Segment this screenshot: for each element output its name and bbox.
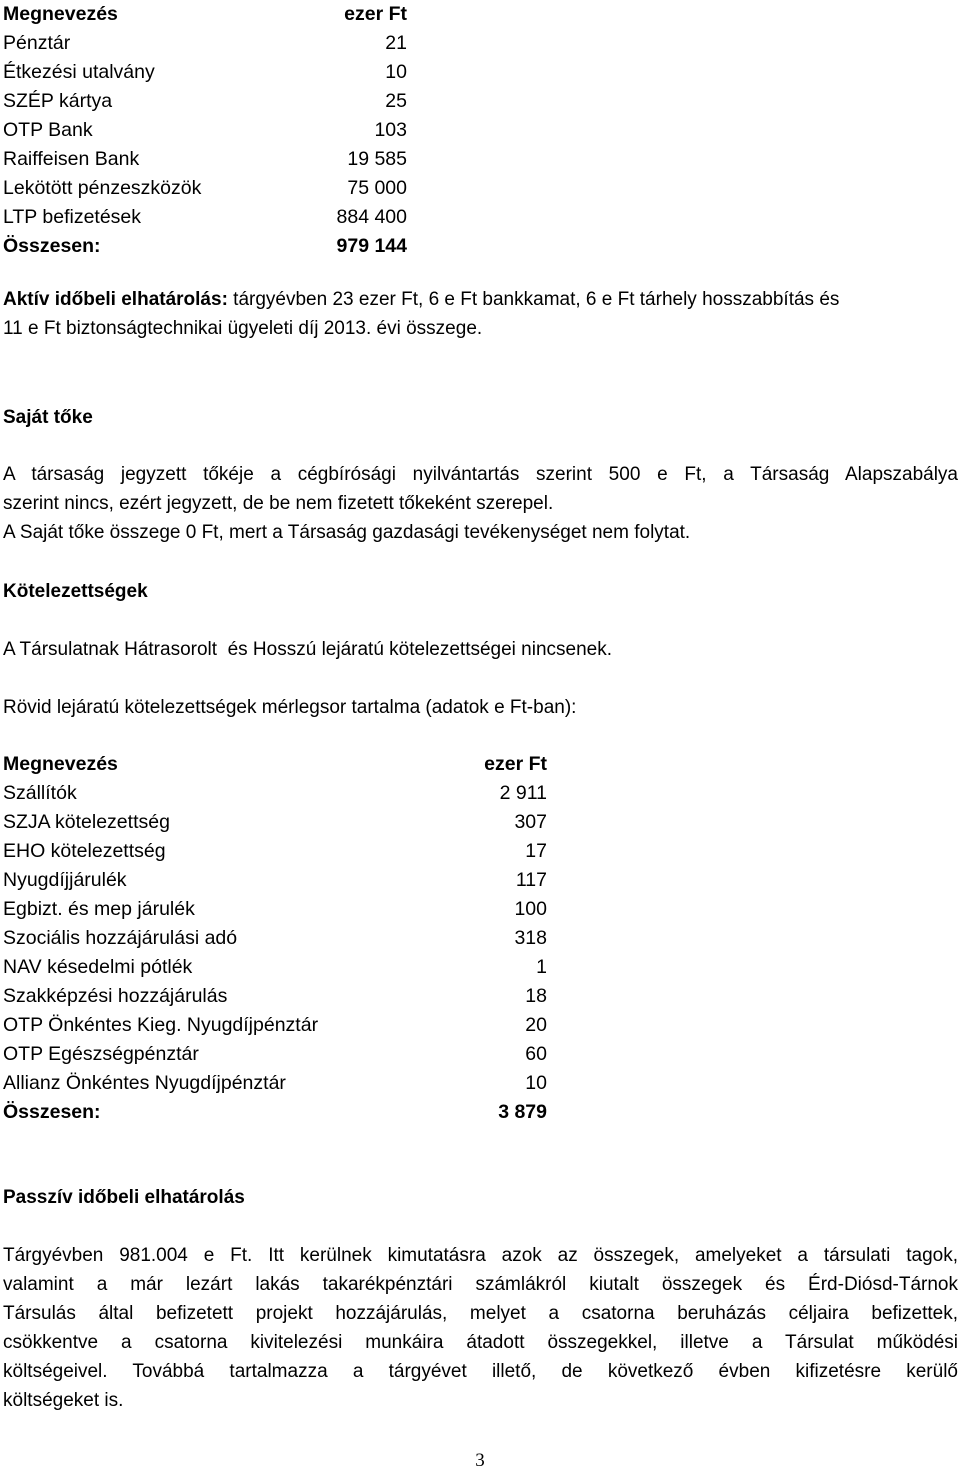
table-row <box>3 116 407 145</box>
table-row <box>3 1040 547 1069</box>
row-value: 318 <box>514 927 547 949</box>
table-row <box>3 145 407 174</box>
row-name: OTP Egészségpénztár <box>3 1043 199 1065</box>
passziv-line: Tárgyévben 981.004 e Ft. Itt kerülnek kimutatásra azok az összegek, amelyeket a társulati tagok, <box>3 1245 958 1266</box>
aktiv-label: Aktív időbeli elhatárolás: <box>3 289 228 310</box>
total-value: 979 144 <box>336 235 407 257</box>
header-name: Megnevezés <box>3 3 118 25</box>
row-value: 1 <box>536 956 547 978</box>
row-name: Szakképzési hozzájárulás <box>3 985 228 1007</box>
table-row <box>3 866 547 895</box>
passziv-line: Társulás által befizetett projekt hozzájárulás, melyet a csatorna beruházás céljaira befizettek, <box>3 1303 958 1324</box>
row-name: Szociális hozzájárulási adó <box>3 927 238 949</box>
row-value: 21 <box>385 32 407 54</box>
total-value: 3 879 <box>498 1101 547 1123</box>
row-name: EHO kötelezettség <box>3 840 166 862</box>
kotelezettsegek-paragraph-2: Rövid lejáratú kötelezettségek mérlegsor tartalma (adatok e Ft-ban): <box>3 697 577 718</box>
row-name: LTP befizetések <box>3 206 142 228</box>
row-value: 18 <box>525 985 547 1007</box>
table-total-row <box>3 232 407 261</box>
row-value: 10 <box>385 61 407 83</box>
row-value: 117 <box>515 869 547 891</box>
row-value: 60 <box>525 1043 547 1065</box>
sajat-toke-p1-line2: szerint nincs, ezért jegyzett, de be nem fizetett tőkeként szerepel. <box>3 493 554 514</box>
header-unit: ezer Ft <box>484 753 547 775</box>
sajat-toke-paragraph-2: A Saját tőke összege 0 Ft, mert a Társaság gazdasági tevékenységet nem folytat. <box>3 522 691 543</box>
aktiv-line1: tárgyévben 23 ezer Ft, 6 e Ft bankkamat, 6 e Ft tárhely hosszabbítás és <box>227 289 840 310</box>
table-row <box>3 58 407 87</box>
row-name: SZÉP kártya <box>3 90 113 112</box>
passziv-paragraph <box>3 1241 958 1415</box>
row-name: Pénztár <box>3 32 71 54</box>
header-unit: ezer Ft <box>344 3 407 25</box>
row-name: OTP Önkéntes Kieg. Nyugdíjpénztár <box>3 1014 319 1036</box>
row-value: 100 <box>514 898 547 920</box>
total-label: Összesen: <box>3 1101 101 1123</box>
row-name: OTP Bank <box>3 119 93 141</box>
row-value: 10 <box>525 1072 547 1094</box>
passziv-heading: Passzív időbeli elhatárolás <box>3 1187 245 1208</box>
passziv-line: költségeket is. <box>3 1390 124 1411</box>
row-name: Étkezési utalvány <box>3 61 155 83</box>
passziv-line: csökkentve a csatorna kivitelezési munkáira átadott összegekkel, illetve a Társulat működési <box>3 1332 958 1353</box>
kotelezettsegek-heading: Kötelezettségek <box>3 581 148 602</box>
row-name: Allianz Önkéntes Nyugdíjpénztár <box>3 1072 286 1094</box>
liabilities-table <box>3 750 547 1127</box>
table-header-row <box>3 0 407 29</box>
table-row <box>3 924 547 953</box>
passziv-line: költségeivel. Továbbá tartalmazza a tárgyévet illető, de következő évben kifizetésre kerülő <box>3 1361 958 1382</box>
passziv-line: valamint a már lezárt lakás takarékpénztári számlákról kiutalt összegek és Érd-Diósd-Tárnok <box>3 1274 958 1295</box>
table-row <box>3 1011 547 1040</box>
row-name: Raiffeisen Bank <box>3 148 140 170</box>
row-value: 103 <box>374 119 407 141</box>
table-row <box>3 203 407 232</box>
table-header-row <box>3 750 547 779</box>
aktiv-line2: 11 e Ft biztonságtechnikai ügyeleti díj 2013. évi összege. <box>3 318 483 339</box>
row-name: Szállítók <box>3 782 77 804</box>
table-total-row <box>3 1098 547 1127</box>
row-value: 20 <box>525 1014 547 1036</box>
table-row <box>3 1069 547 1098</box>
table-row <box>3 953 547 982</box>
table-row <box>3 87 407 116</box>
table-row <box>3 837 547 866</box>
row-value: 75 000 <box>347 177 407 199</box>
table-row <box>3 808 547 837</box>
row-value: 2 911 <box>499 782 547 804</box>
total-label: Összesen: <box>3 235 101 257</box>
page-number: 3 <box>475 1450 485 1471</box>
sajat-toke-p1-line1: A társaság jegyzett tőkéje a cégbírósági nyilvántartás szerint 500 e Ft, a Társaság Alapszabálya <box>3 464 958 485</box>
aktiv-paragraph <box>3 285 958 343</box>
row-name: Egbizt. és mep járulék <box>3 898 195 920</box>
table-row <box>3 982 547 1011</box>
assets-table <box>3 0 407 261</box>
row-value: 19 585 <box>347 148 407 170</box>
sajat-toke-paragraph-1 <box>3 460 958 518</box>
row-name: NAV késedelmi pótlék <box>3 956 193 978</box>
row-name: SZJA kötelezettség <box>3 811 170 833</box>
table-row <box>3 174 407 203</box>
table-row <box>3 779 547 808</box>
row-value: 17 <box>525 840 547 862</box>
row-value: 884 400 <box>336 206 407 228</box>
row-value: 25 <box>385 90 407 112</box>
row-value: 307 <box>514 811 547 833</box>
table-row <box>3 895 547 924</box>
sajat-toke-heading: Saját tőke <box>3 407 93 428</box>
row-name: Nyugdíjjárulék <box>3 869 127 891</box>
kotelezettsegek-paragraph-1: A Társulatnak Hátrasorolt és Hosszú lejáratú kötelezettségei nincsenek. <box>3 639 613 660</box>
row-name: Lekötött pénzeszközök <box>3 177 202 199</box>
header-name: Megnevezés <box>3 753 118 775</box>
table-row <box>3 29 407 58</box>
